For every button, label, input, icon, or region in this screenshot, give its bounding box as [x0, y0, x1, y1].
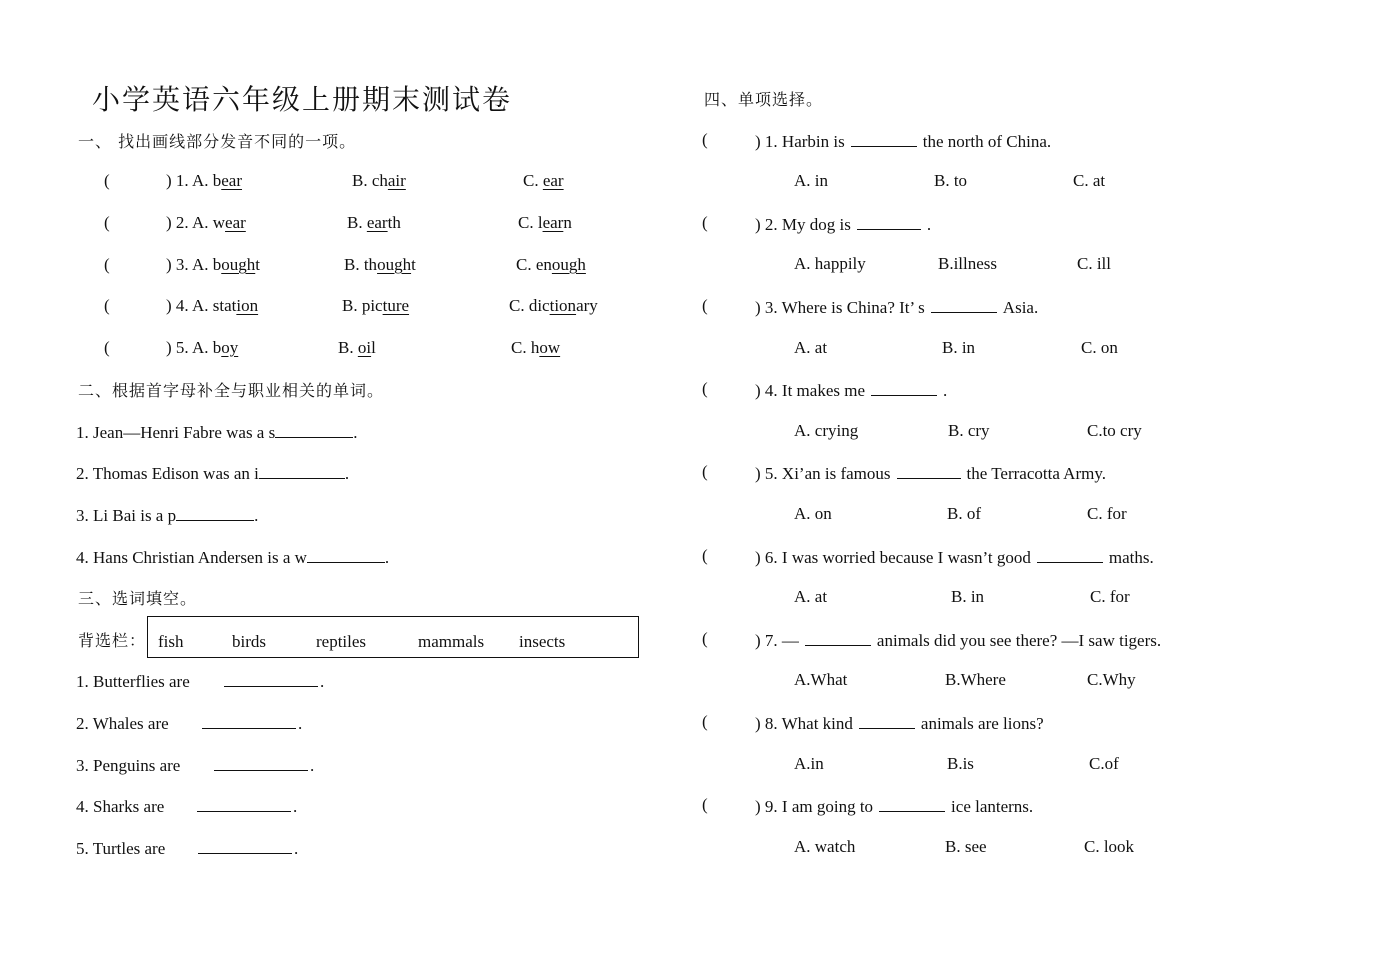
- question-text: 4. Hans Christian Andersen is a w: [76, 548, 307, 567]
- option-a: A. on: [794, 504, 832, 523]
- option-c-underlined: ough: [551, 255, 586, 274]
- option-a: A. happily: [794, 254, 866, 273]
- option-b: B.is: [947, 754, 974, 773]
- option-c: C.Why: [1087, 670, 1136, 689]
- option-c-prefix: C. en: [516, 255, 552, 274]
- option-a-underlined: oy: [221, 338, 239, 357]
- option-b: B. of: [947, 504, 981, 523]
- option-a-underlined: ear: [225, 213, 246, 232]
- question-stem-end: .: [943, 381, 948, 400]
- answer-parenthesis[interactable]: (: [702, 296, 708, 315]
- pronunciation-question: [104, 296, 258, 316]
- answer-blank[interactable]: [851, 130, 917, 147]
- option-a: A. watch: [794, 837, 856, 856]
- question-end: .: [384, 548, 390, 567]
- question-text: 2. Thomas Edison was an i: [76, 464, 259, 483]
- option-b: B. to: [934, 171, 968, 190]
- answer-blank[interactable]: [275, 421, 353, 438]
- option-b-prefix: B. th: [344, 255, 378, 274]
- option-b: [347, 213, 401, 233]
- option-c-prefix: C.: [523, 171, 543, 190]
- part2-heading: 二、根据首字母补全与职业相关的单词。: [78, 381, 385, 400]
- fill-in-question: [76, 421, 357, 443]
- question-end: .: [344, 464, 350, 483]
- question-text: 2. Whales are: [76, 714, 169, 733]
- question-text: 1. Jean—Henri Fabre was a s: [76, 423, 276, 442]
- option-b-suffix: th: [387, 213, 401, 232]
- option-c: [509, 296, 598, 316]
- question-stem-end: animals did you see there? —I saw tigers.: [876, 631, 1162, 650]
- option-b-prefix: B.: [338, 338, 358, 357]
- choice-question: [755, 712, 1044, 734]
- word-option: fish: [158, 632, 184, 651]
- option-a-prefix: stat: [212, 296, 237, 315]
- question-stem: ) 6. I was worried because I wasn’t good: [755, 548, 1031, 567]
- choice-question: [755, 795, 1033, 817]
- option-b-underlined: ear: [366, 213, 388, 232]
- option-b: B. in: [942, 338, 976, 357]
- answer-blank[interactable]: [214, 754, 308, 771]
- question-text: 1. Butterflies are: [76, 672, 190, 691]
- option-a-underlined: ear: [221, 171, 243, 190]
- pronunciation-question: [104, 338, 238, 358]
- option-a: A. in: [794, 171, 828, 190]
- question-stem-end: the north of China.: [922, 132, 1052, 151]
- question-number: ) 2. A.: [166, 213, 213, 232]
- part3-heading: 三、选词填空。: [78, 589, 198, 608]
- answer-parenthesis[interactable]: (: [104, 296, 110, 315]
- option-b-underlined: ture: [382, 296, 410, 315]
- option-b: [342, 296, 409, 316]
- answer-parenthesis[interactable]: (: [702, 712, 708, 731]
- fill-in-question: [76, 754, 314, 776]
- word-box: [147, 616, 639, 658]
- option-c: C.to cry: [1087, 421, 1142, 440]
- option-b-prefix: B. pic: [342, 296, 383, 315]
- option-b-prefix: B.: [347, 213, 367, 232]
- answer-blank[interactable]: [879, 795, 945, 812]
- option-c: C. for: [1090, 587, 1130, 606]
- option-b: [352, 171, 406, 191]
- question-stem-end: ice lanterns.: [951, 797, 1034, 816]
- answer-blank[interactable]: [931, 296, 997, 313]
- pronunciation-question: [104, 171, 242, 191]
- question-end: .: [320, 672, 325, 691]
- answer-blank[interactable]: [871, 379, 937, 396]
- word-option: mammals: [418, 632, 485, 651]
- answer-blank[interactable]: [897, 462, 961, 479]
- option-c: C.of: [1089, 754, 1119, 773]
- option-c-suffix: n: [563, 213, 572, 232]
- question-stem: ) 1. Harbin is: [755, 132, 845, 151]
- answer-blank[interactable]: [857, 213, 921, 230]
- question-stem-end: the Terracotta Army.: [966, 464, 1106, 483]
- question-end: .: [294, 839, 299, 858]
- option-a: A. crying: [794, 421, 859, 440]
- option-c-prefix: C. dic: [509, 296, 550, 315]
- word-option: birds: [232, 632, 266, 651]
- fill-in-question: [76, 795, 297, 817]
- option-c: [511, 338, 560, 358]
- question-number: ) 1. A.: [166, 171, 213, 190]
- answer-parenthesis[interactable]: (: [702, 546, 708, 565]
- answer-parenthesis[interactable]: (: [104, 255, 110, 274]
- question-stem: ) 3. Where is China? It’ s: [755, 298, 925, 317]
- fill-in-question: [76, 462, 349, 484]
- question-number: ) 5. A.: [166, 338, 213, 357]
- question-stem-end: maths.: [1108, 548, 1154, 567]
- answer-blank[interactable]: [1037, 546, 1103, 563]
- question-stem: ) 5. Xi’an is famous: [755, 464, 891, 483]
- choice-question: [755, 462, 1106, 484]
- choice-question: [755, 379, 947, 401]
- question-text: 4. Sharks are: [76, 797, 165, 816]
- answer-parenthesis[interactable]: (: [702, 213, 708, 232]
- question-end: .: [254, 506, 259, 525]
- answer-blank[interactable]: [197, 795, 291, 812]
- option-b: B. see: [945, 837, 987, 856]
- question-end: .: [298, 714, 303, 733]
- pronunciation-question: [104, 213, 246, 233]
- option-c-underlined: ow: [539, 338, 561, 357]
- option-a-prefix: w: [212, 213, 226, 232]
- option-b-prefix: B. ch: [352, 171, 388, 190]
- word-option: insects: [519, 632, 566, 651]
- answer-blank[interactable]: [859, 712, 915, 729]
- question-text: 3. Li Bai is a p: [76, 506, 177, 525]
- option-b: B.illness: [938, 254, 998, 273]
- answer-blank[interactable]: [224, 670, 318, 687]
- fill-in-question: [76, 837, 298, 859]
- option-a-underlined: ough: [221, 255, 256, 274]
- answer-blank[interactable]: [202, 712, 296, 729]
- option-a: A.in: [794, 754, 824, 773]
- option-b: B. in: [951, 587, 985, 606]
- option-c-underlined: tion: [549, 296, 577, 315]
- answer-parenthesis[interactable]: (: [702, 629, 708, 648]
- question-end: .: [293, 797, 298, 816]
- question-end: .: [353, 423, 358, 442]
- part1-heading: 一、 找出画线部分发音不同的一项。: [78, 132, 357, 151]
- answer-blank[interactable]: [805, 629, 871, 646]
- answer-parenthesis[interactable]: (: [702, 795, 708, 814]
- option-c: [523, 171, 564, 191]
- page-title: 小学英语六年级上册期末测试卷: [92, 83, 513, 116]
- answer-parenthesis[interactable]: (: [702, 379, 708, 398]
- option-c: C. look: [1084, 837, 1135, 856]
- choice-question: [755, 546, 1154, 568]
- word-box-label: 背选栏：: [78, 631, 147, 650]
- choice-question: [755, 629, 1161, 651]
- option-c-prefix: C. l: [518, 213, 543, 232]
- answer-blank[interactable]: [176, 504, 254, 521]
- question-stem-end: animals are lions?: [920, 714, 1044, 733]
- question-stem-end: .: [926, 215, 932, 234]
- option-a-suffix: t: [255, 255, 260, 274]
- question-number: ) 4. A.: [166, 296, 213, 315]
- answer-parenthesis[interactable]: (: [104, 171, 110, 190]
- option-b-underlined: ough: [377, 255, 412, 274]
- option-c: C. for: [1087, 504, 1127, 523]
- answer-blank[interactable]: [307, 546, 385, 563]
- option-c: [516, 255, 586, 275]
- answer-blank[interactable]: [259, 462, 345, 479]
- question-stem: ) 7. —: [755, 631, 799, 650]
- answer-blank[interactable]: [198, 837, 292, 854]
- option-a-underlined: ion: [236, 296, 259, 315]
- option-b-suffix: l: [371, 338, 376, 357]
- option-a: A. at: [794, 338, 828, 357]
- question-stem: ) 4. It makes me: [755, 381, 865, 400]
- answer-parenthesis[interactable]: (: [104, 338, 110, 357]
- option-a: A.What: [794, 670, 848, 689]
- option-a-prefix: b: [212, 255, 222, 274]
- option-c: C. at: [1073, 171, 1106, 190]
- option-b: B.Where: [945, 670, 1006, 689]
- fill-in-question: [76, 670, 324, 692]
- option-c-underlined: ear: [542, 171, 564, 190]
- question-stem: ) 9. I am going to: [755, 797, 874, 816]
- option-c: C. on: [1081, 338, 1118, 357]
- option-a-prefix: b: [212, 171, 222, 190]
- part4-heading: 四、单项选择。: [704, 90, 824, 109]
- word-option: reptiles: [316, 632, 367, 651]
- choice-question: [755, 213, 931, 235]
- option-b-underlined: oi: [357, 338, 372, 357]
- fill-in-question: [76, 712, 302, 734]
- option-b: B. cry: [948, 421, 990, 440]
- option-b: [344, 255, 416, 275]
- option-c-prefix: C. h: [511, 338, 540, 357]
- question-stem: ) 8. What kind: [755, 714, 853, 733]
- choice-question: [755, 130, 1051, 152]
- option-c-suffix: ary: [576, 296, 598, 315]
- question-text: 5. Turtles are: [76, 839, 166, 858]
- choice-question: [755, 296, 1038, 318]
- fill-in-question: [76, 504, 258, 526]
- option-a-prefix: b: [212, 338, 222, 357]
- question-text: 3. Penguins are: [76, 756, 181, 775]
- option-c-underlined: ear: [542, 213, 564, 232]
- pronunciation-question: [104, 255, 260, 275]
- option-b-suffix: t: [411, 255, 416, 274]
- option-b: [338, 338, 376, 358]
- option-a: A. at: [794, 587, 828, 606]
- answer-parenthesis[interactable]: (: [104, 213, 110, 232]
- answer-parenthesis[interactable]: (: [702, 130, 708, 149]
- question-stem-end: Asia.: [1002, 298, 1039, 317]
- question-number: ) 3. A.: [166, 255, 213, 274]
- option-c: [518, 213, 572, 233]
- fill-in-question: [76, 546, 389, 568]
- option-c: C. ill: [1077, 254, 1112, 273]
- option-b-underlined: air: [387, 171, 406, 190]
- question-stem: ) 2. My dog is: [755, 215, 851, 234]
- question-end: .: [310, 756, 315, 775]
- answer-parenthesis[interactable]: (: [702, 462, 708, 481]
